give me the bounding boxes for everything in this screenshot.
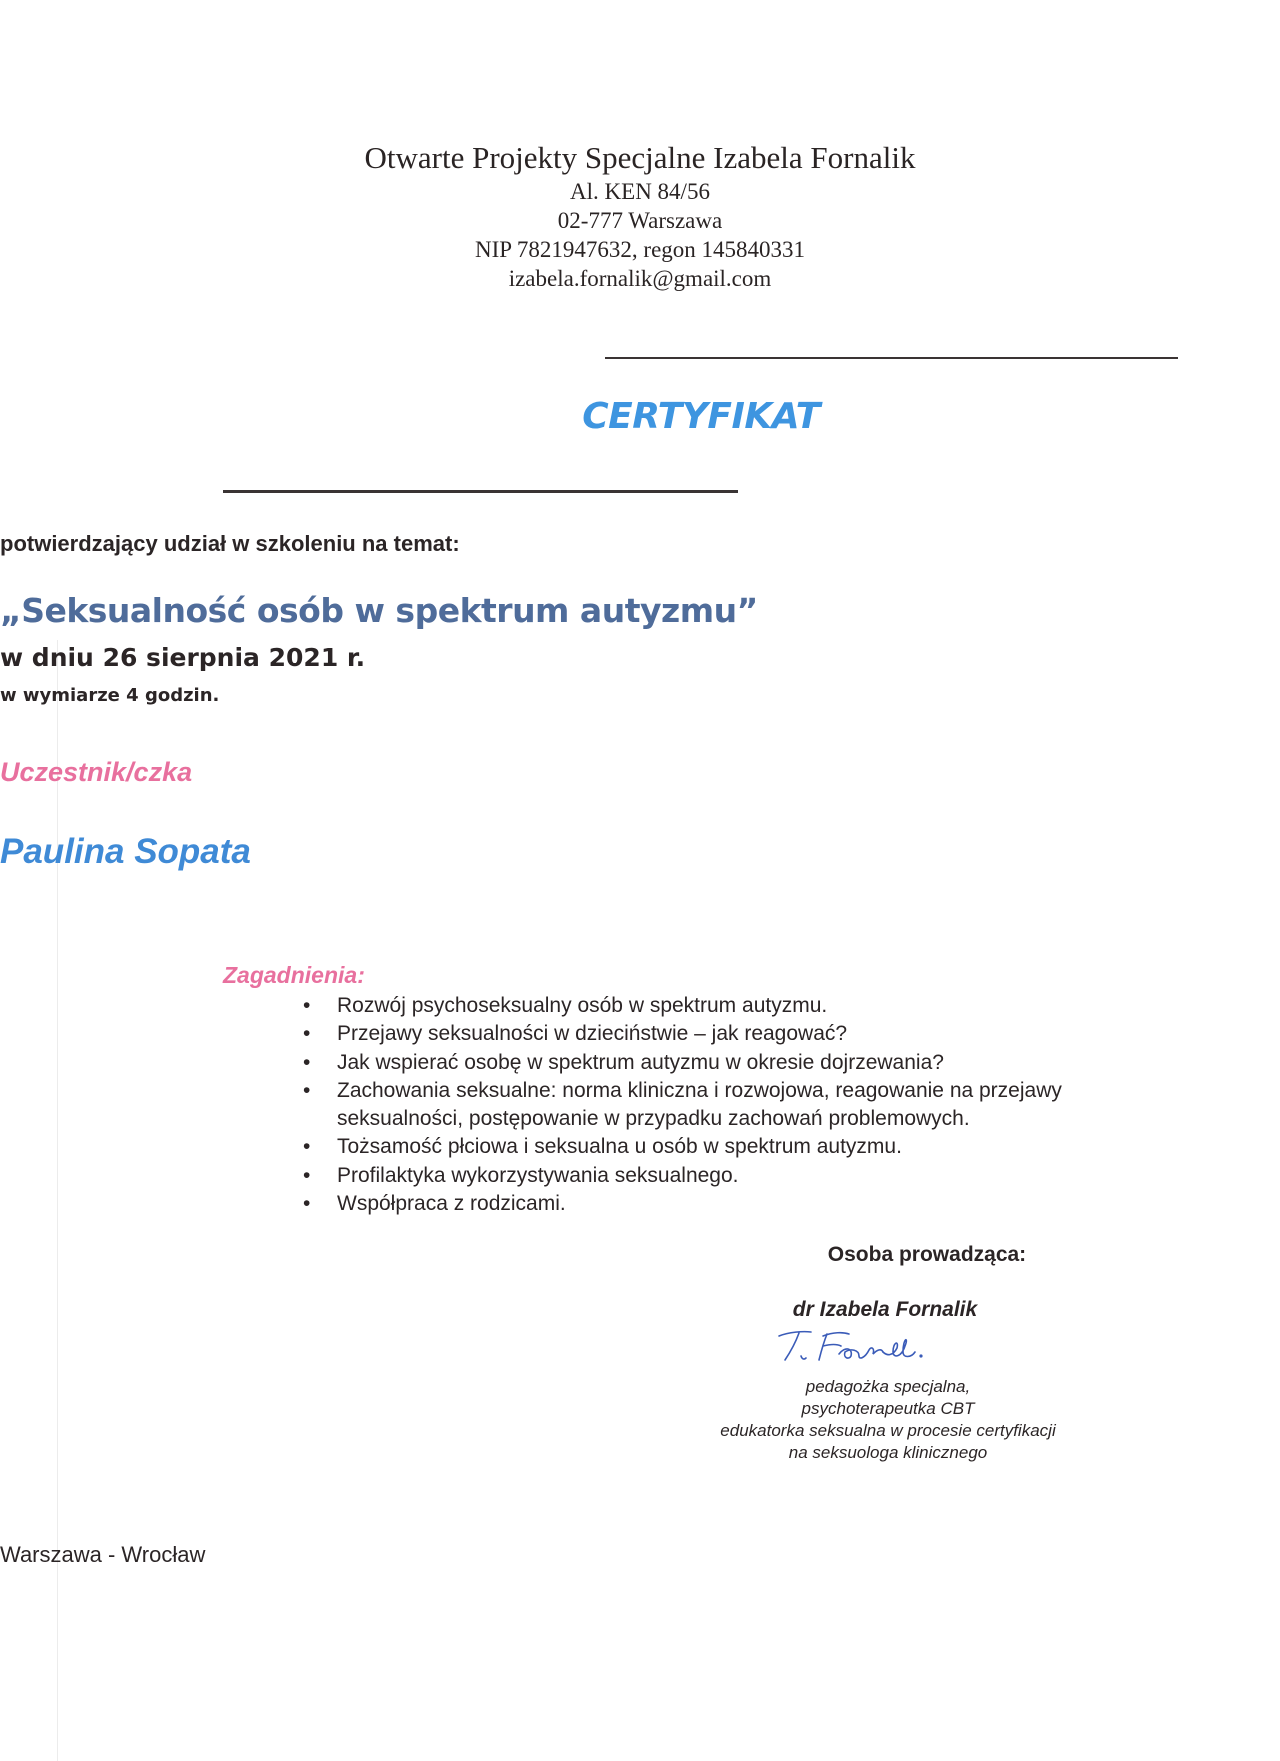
list-item: • Zachowania seksualne: norma kliniczna i rozwojowa, reagowanie na przejawy seksualności, postępowanie w przypadku zachowań problemowych. [303, 1078, 1062, 1131]
bullet-icon: • [303, 1078, 311, 1102]
list-item: • Przejawy seksualności w dzieciństwie – jak reagować? [303, 1020, 1153, 1048]
instructor-roles [688, 1376, 1088, 1464]
bullet-icon: • [303, 1135, 311, 1159]
role-line: edukatorka seksualna w procesie certyfikacji [720, 1421, 1056, 1440]
role-line: pedagożka specjalna, [805, 1377, 971, 1396]
instructor-label: Osoba prowadząca: [827, 1243, 1027, 1266]
training-date: w dniu 26 sierpnia 2021 r. [0, 643, 366, 672]
certificate-title: CERTYFIKAT [582, 396, 820, 437]
list-item: • Tożsamość płciowa i seksualna u osób w spektrum autyzmu. [303, 1133, 1153, 1161]
participant-name: Paulina Sopata [0, 832, 251, 871]
bullet-icon: • [303, 1022, 311, 1046]
company-ids: NIP 7821947632, regon 145840331 [474, 237, 806, 262]
divider-left [223, 490, 738, 493]
participant-label: Uczestnik/czka [0, 757, 193, 787]
bullet-icon: • [303, 1050, 311, 1074]
signature-icon [775, 1326, 955, 1366]
instructor-name: dr Izabela Fornalik [792, 1298, 978, 1321]
place: Warszawa - Wrocław [0, 1542, 206, 1567]
list-item: • Współpraca z rodzicami. [303, 1190, 1153, 1218]
company-email: izabela.fornalik@gmail.com [508, 266, 772, 291]
role-line: psychoterapeutka CBT [801, 1399, 975, 1418]
confirmation-text: potwierdzający udział w szkoleniu na temat: [0, 531, 460, 556]
training-topic: „Seksualność osób w spektrum autyzmu” [0, 591, 758, 630]
bullet-icon: • [303, 1192, 311, 1216]
list-item: • Rozwój psychoseksualny osób w spektrum autyzmu. [303, 992, 1153, 1020]
company-address: Al. KEN 84/56 [570, 179, 710, 204]
training-duration: w wymiarze 4 godzin. [0, 685, 220, 706]
list-item: • Jak wspierać osobę w spektrum autyzmu w okresie dojrzewania? [303, 1049, 1153, 1077]
scan-edge [57, 640, 58, 1761]
bullet-icon: • [303, 994, 311, 1017]
topics-list [303, 992, 1153, 1218]
role-line: na seksuologa klinicznego [788, 1443, 988, 1462]
list-item: • Profilaktyka wykorzystywania seksualnego. [303, 1162, 1153, 1190]
divider-right [605, 357, 1178, 359]
company-city: 02-777 Warszawa [557, 208, 723, 233]
company-name: Otwarte Projekty Specjalne Izabela Fornalik [364, 140, 916, 175]
topics-heading: Zagadnienia: [223, 962, 365, 988]
bullet-icon: • [303, 1163, 311, 1187]
